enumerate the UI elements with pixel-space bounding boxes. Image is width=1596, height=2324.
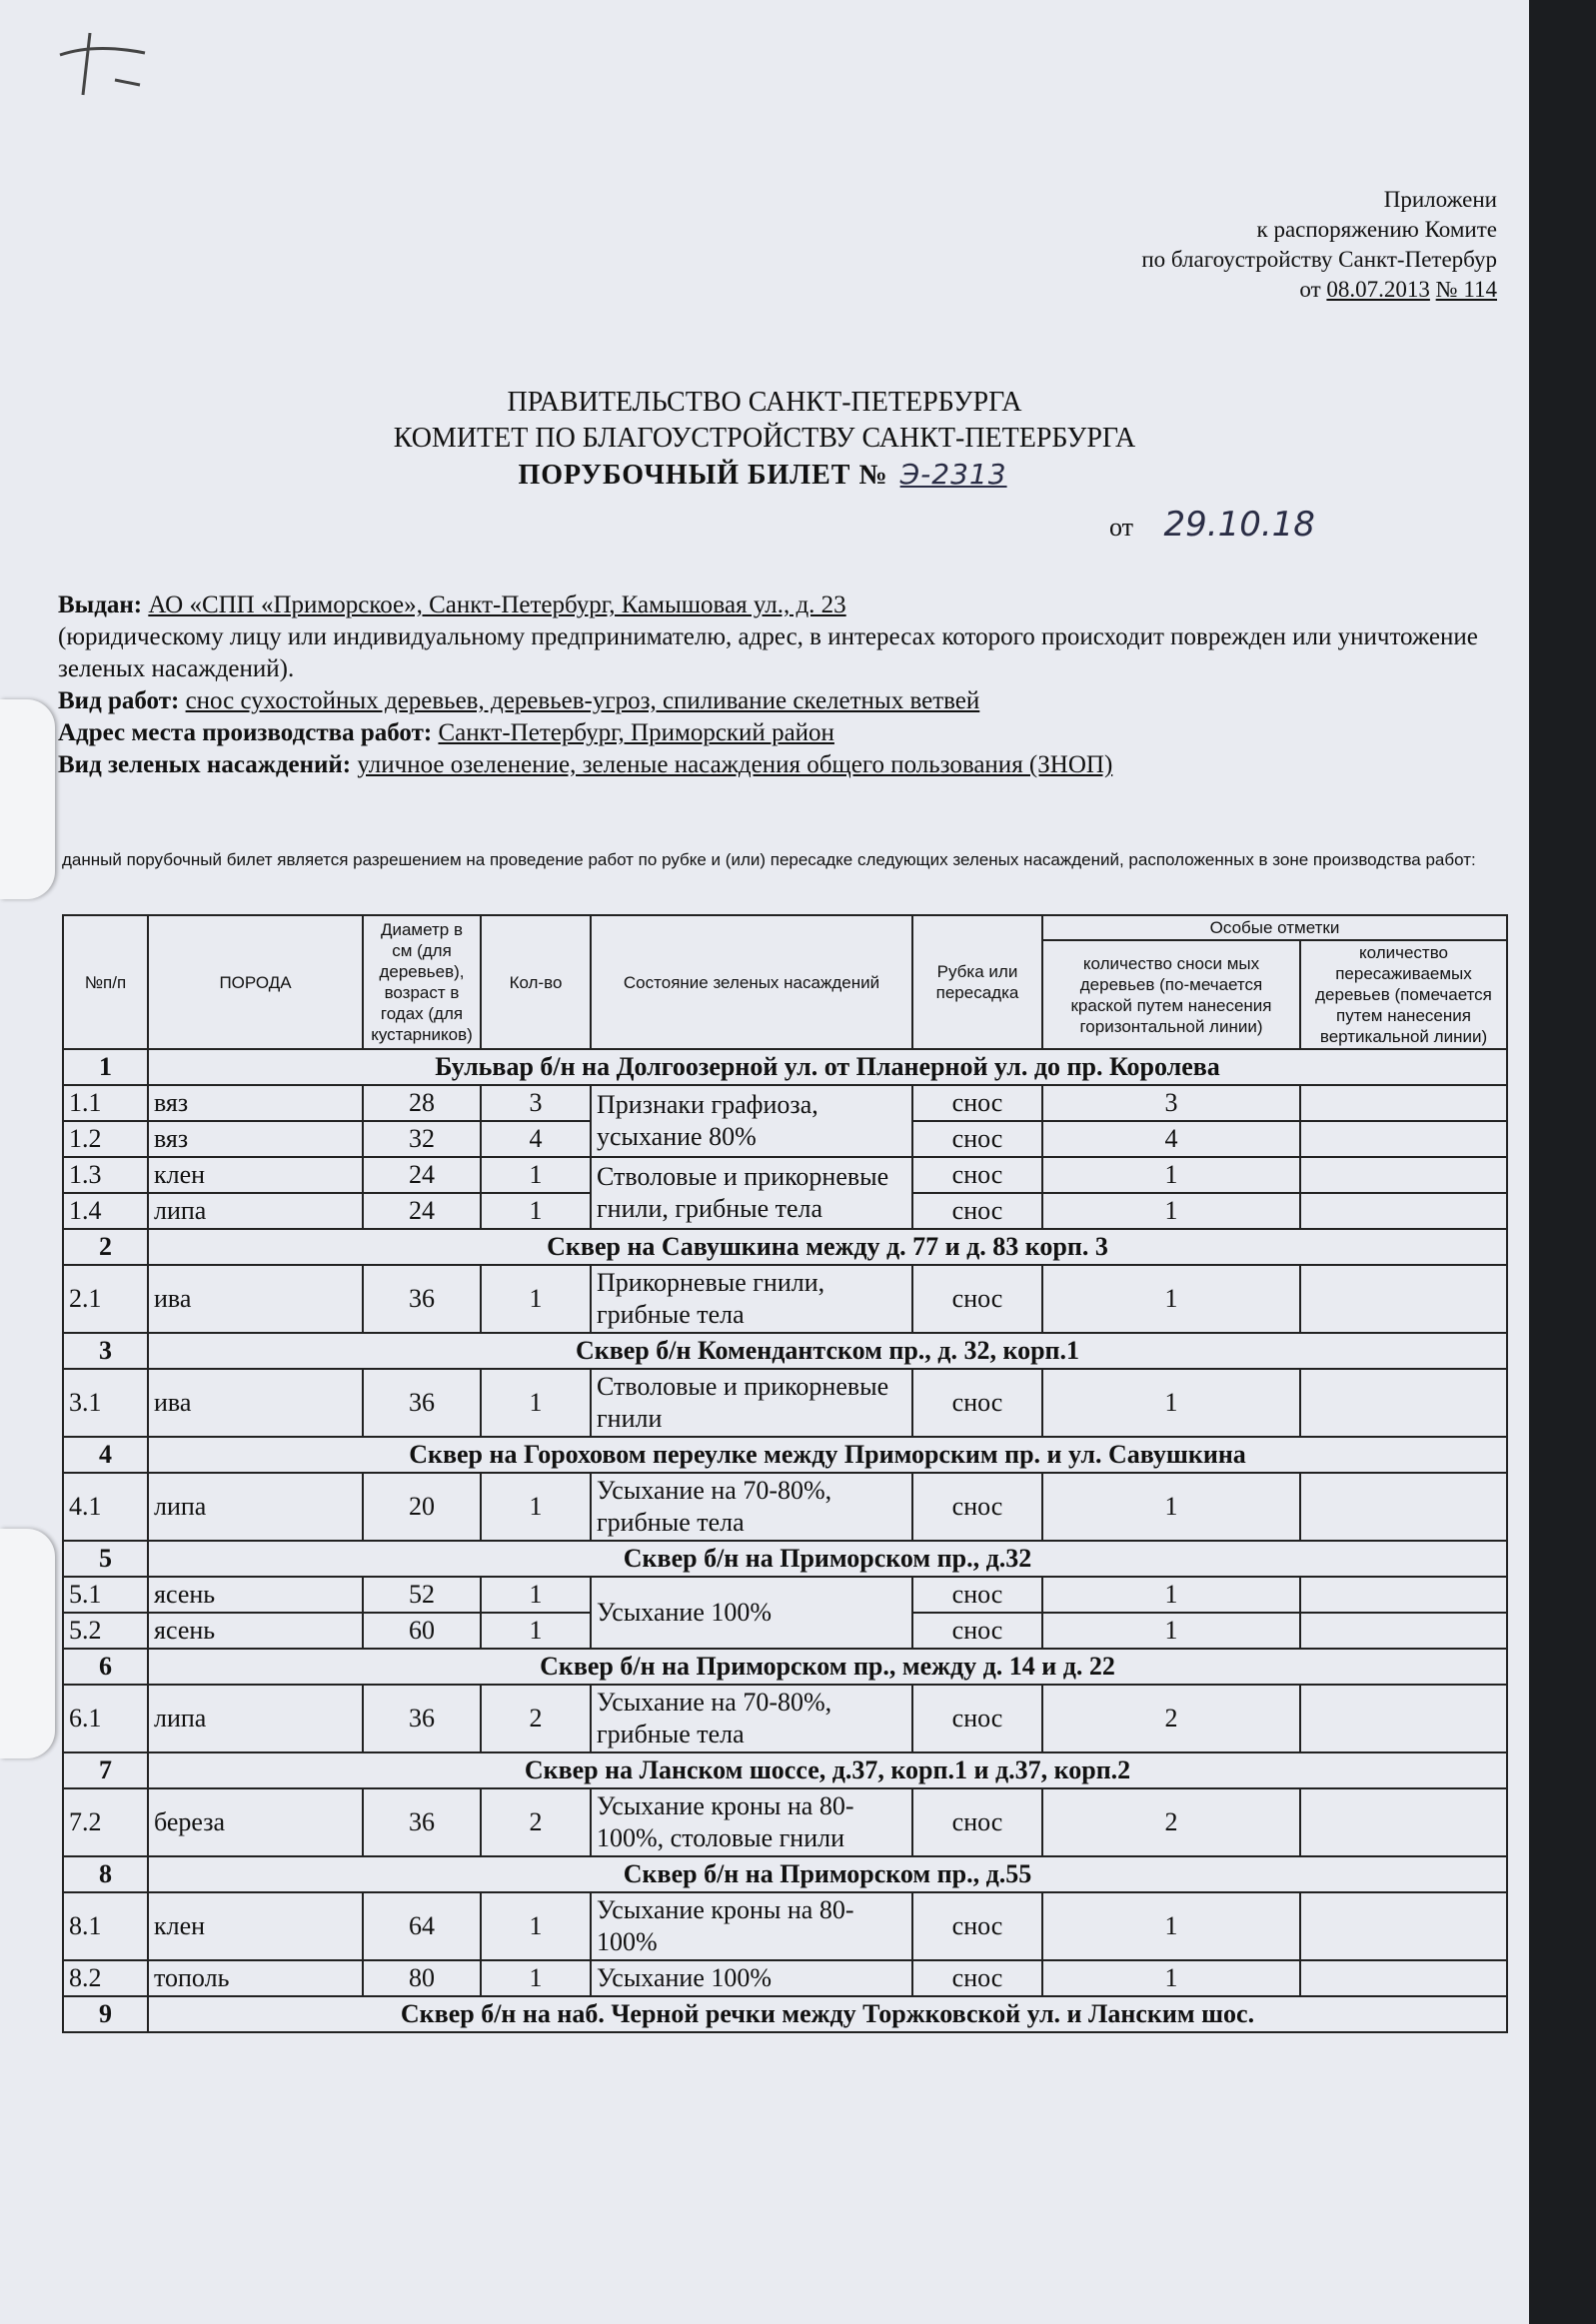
section-row	[63, 1049, 1507, 1085]
row-species: ясень	[148, 1577, 363, 1613]
col-header-action: Рубка или пересадка	[912, 915, 1042, 1049]
row-number: 1.3	[63, 1157, 148, 1193]
section-number: 8	[63, 1856, 148, 1892]
row-number: 5.2	[63, 1613, 148, 1649]
row-action: снос	[912, 1369, 1042, 1437]
row-transplanted	[1300, 1960, 1507, 1996]
appendix-line-4	[897, 275, 1497, 305]
row-quantity: 3	[481, 1085, 591, 1121]
row-species: ива	[148, 1265, 363, 1333]
section-number: 3	[63, 1333, 148, 1369]
row-quantity: 1	[481, 1265, 591, 1333]
section-title: Сквер на Савушкина между д. 77 и д. 83 корп. 3	[148, 1229, 1507, 1265]
issued-note: (юридическому лицу или индивидуальному предпринимателю, адрес, в интересах которого происходит поврежден или уничтожение зеленых насаждений).	[58, 623, 1478, 682]
section-title: Сквер б/н на Приморском пр., между д. 14 и д. 22	[148, 1649, 1507, 1685]
appendix-line-2: к распоряжению Комите	[1256, 217, 1497, 242]
row-action: снос	[912, 1577, 1042, 1613]
table-row	[63, 1369, 1507, 1437]
row-condition: Усыхание 100%	[591, 1960, 912, 1996]
trees-table	[62, 914, 1508, 2033]
section-title: Сквер б/н Комендантском пр., д. 32, корп.1	[148, 1333, 1507, 1369]
row-quantity: 2	[481, 1685, 591, 1752]
row-removed: 2	[1042, 1685, 1300, 1752]
work-value: снос сухостойных деревьев, деревьев-угроз, спиливание скелетных ветвей	[185, 687, 980, 714]
table-header-row	[63, 915, 1507, 940]
row-action: снос	[912, 1193, 1042, 1229]
row-transplanted	[1300, 1085, 1507, 1121]
row-condition: Усыхание кроны на 80-100%, столовые гнили	[591, 1788, 912, 1856]
table-row	[63, 1473, 1507, 1541]
row-removed: 3	[1042, 1085, 1300, 1121]
row-condition: Усыхание кроны на 80-100%	[591, 1892, 912, 1960]
section-title: Сквер б/н на наб. Черной речки между Торжковской ул. и Ланским шос.	[148, 1996, 1507, 2032]
row-species: береза	[148, 1788, 363, 1856]
row-quantity: 1	[481, 1473, 591, 1541]
ticket-title-label: ПОРУБОЧНЫЙ БИЛЕТ №	[518, 460, 888, 491]
section-number: 6	[63, 1649, 148, 1685]
row-removed: 1	[1042, 1892, 1300, 1960]
row-species: клен	[148, 1157, 363, 1193]
row-transplanted	[1300, 1265, 1507, 1333]
row-transplanted	[1300, 1369, 1507, 1437]
ticket-info	[58, 589, 1517, 781]
row-removed: 1	[1042, 1265, 1300, 1333]
section-number: 9	[63, 1996, 148, 2032]
row-transplanted	[1300, 1121, 1507, 1157]
row-diameter: 36	[363, 1265, 481, 1333]
issued-label: Выдан:	[58, 591, 143, 618]
appendix-reference	[897, 185, 1497, 305]
row-quantity: 1	[481, 1157, 591, 1193]
table-row	[63, 1157, 1507, 1193]
section-row	[63, 1856, 1507, 1892]
row-removed: 1	[1042, 1613, 1300, 1649]
intro-text: данный порубочный билет является разрешением на проведение работ по рубке и (или) пересадке следующих зеленых насаждений, расположенных в зоне производства работ:	[62, 850, 1476, 869]
row-removed: 1	[1042, 1577, 1300, 1613]
row-quantity: 2	[481, 1788, 591, 1856]
row-action: снос	[912, 1157, 1042, 1193]
row-action: снос	[912, 1685, 1042, 1752]
row-transplanted	[1300, 1577, 1507, 1613]
row-quantity: 4	[481, 1121, 591, 1157]
address-line	[58, 717, 1517, 749]
row-action: снос	[912, 1788, 1042, 1856]
row-quantity: 1	[481, 1892, 591, 1960]
row-transplanted	[1300, 1157, 1507, 1193]
binder-clip-bottom	[0, 1529, 55, 1758]
section-title: Сквер на Гороховом переулке между Приморским пр. и ул. Савушкина	[148, 1437, 1507, 1473]
row-action: снос	[912, 1613, 1042, 1649]
section-number: 2	[63, 1229, 148, 1265]
section-title: Сквер на Ланском шоссе, д.37, корп.1 и д.37, корп.2	[148, 1752, 1507, 1788]
issued-value: АО «СПП «Приморское», Санкт-Петербург, Камышовая ул., д. 23	[148, 591, 846, 618]
section-row	[63, 1996, 1507, 2032]
table-row	[63, 1960, 1507, 1996]
table-row	[63, 1577, 1507, 1613]
row-diameter: 60	[363, 1613, 481, 1649]
row-number: 3.1	[63, 1369, 148, 1437]
row-diameter: 20	[363, 1473, 481, 1541]
col-header-transplanted: количество пересаживаемых деревьев (помечается путем нанесения вертикальной линии)	[1300, 940, 1507, 1049]
row-quantity: 1	[481, 1613, 591, 1649]
plants-value: уличное озеленение, зеленые насаждения общего пользования (ЗНОП)	[357, 751, 1113, 778]
row-transplanted	[1300, 1473, 1507, 1541]
row-number: 5.1	[63, 1577, 148, 1613]
table-row	[63, 1788, 1507, 1856]
row-diameter: 36	[363, 1788, 481, 1856]
handwritten-mark	[55, 25, 165, 105]
row-number: 6.1	[63, 1685, 148, 1752]
row-number: 7.2	[63, 1788, 148, 1856]
table-row	[63, 1685, 1507, 1752]
row-diameter: 80	[363, 1960, 481, 1996]
col-header-condition: Состояние зеленых насаждений	[591, 915, 912, 1049]
ticket-title	[0, 457, 1529, 494]
row-condition: Признаки графиоза, усыхание 80%	[591, 1085, 912, 1157]
section-number: 1	[63, 1049, 148, 1085]
row-transplanted	[1300, 1685, 1507, 1752]
row-number: 8.1	[63, 1892, 148, 1960]
row-species: липа	[148, 1473, 363, 1541]
row-diameter: 36	[363, 1685, 481, 1752]
appendix-line-3: по благоустройству Санкт-Петербур	[1141, 247, 1497, 272]
row-action: снос	[912, 1265, 1042, 1333]
row-condition: Усыхание на 70-80%, грибные тела	[591, 1473, 912, 1541]
row-transplanted	[1300, 1788, 1507, 1856]
issued-line	[58, 589, 1517, 621]
section-row	[63, 1541, 1507, 1577]
col-header-removed: количество сноси мых деревьев (по-мечается краской путем нанесения горизонтальной линии)	[1042, 940, 1300, 1049]
row-species: липа	[148, 1685, 363, 1752]
row-condition: Стволовые и прикорневые гнили, грибные тела	[591, 1157, 912, 1229]
binder-clip-top	[0, 699, 55, 899]
section-title: Сквер б/н на Приморском пр., д.32	[148, 1541, 1507, 1577]
row-number: 2.1	[63, 1265, 148, 1333]
government-title: ПРАВИТЕЛЬСТВО САНКТ-ПЕТЕРБУРГА	[507, 387, 1022, 418]
row-number: 4.1	[63, 1473, 148, 1541]
row-quantity: 1	[481, 1193, 591, 1229]
row-action: снос	[912, 1085, 1042, 1121]
row-diameter: 64	[363, 1892, 481, 1960]
col-header-num: №п/п	[63, 915, 148, 1049]
row-action: снос	[912, 1960, 1042, 1996]
row-number: 1.4	[63, 1193, 148, 1229]
row-quantity: 1	[481, 1960, 591, 1996]
address-label: Адрес места производства работ:	[58, 719, 433, 746]
row-condition: Усыхание 100%	[591, 1577, 912, 1649]
row-condition: Прикорневые гнили, грибные тела	[591, 1265, 912, 1333]
row-removed: 1	[1042, 1960, 1300, 1996]
work-label: Вид работ:	[58, 687, 180, 714]
row-species: клен	[148, 1892, 363, 1960]
appendix-date-prefix: от	[1299, 277, 1321, 302]
section-title: Бульвар б/н на Долгоозерной ул. от Планерной ул. до пр. Королева	[148, 1049, 1507, 1085]
row-species: ива	[148, 1369, 363, 1437]
committee-title: КОМИТЕТ ПО БЛАГОУСТРОЙСТВУ САНКТ-ПЕТЕРБУРГА	[393, 423, 1136, 454]
section-row	[63, 1752, 1507, 1788]
appendix-line-1: Приложени	[1383, 187, 1497, 212]
row-removed: 1	[1042, 1369, 1300, 1437]
work-line	[58, 685, 1517, 717]
section-row	[63, 1649, 1507, 1685]
section-title: Сквер б/н на Приморском пр., д.55	[148, 1856, 1507, 1892]
row-species: вяз	[148, 1085, 363, 1121]
row-diameter: 52	[363, 1577, 481, 1613]
ticket-date	[1109, 505, 1315, 545]
row-diameter: 28	[363, 1085, 481, 1121]
section-row	[63, 1229, 1507, 1265]
row-transplanted	[1300, 1613, 1507, 1649]
row-action: снос	[912, 1121, 1042, 1157]
row-removed: 1	[1042, 1193, 1300, 1229]
row-species: липа	[148, 1193, 363, 1229]
table-row	[63, 1265, 1507, 1333]
col-header-qty: Кол-во	[481, 915, 591, 1049]
plants-line	[58, 749, 1517, 781]
row-removed: 2	[1042, 1788, 1300, 1856]
row-quantity: 1	[481, 1577, 591, 1613]
row-diameter: 24	[363, 1157, 481, 1193]
col-header-special: Особые отметки	[1042, 915, 1507, 940]
row-condition: Усыхание на 70-80%, грибные тела	[591, 1685, 912, 1752]
row-removed: 4	[1042, 1121, 1300, 1157]
row-removed: 1	[1042, 1157, 1300, 1193]
row-transplanted	[1300, 1193, 1507, 1229]
row-action: снос	[912, 1892, 1042, 1960]
address-value: Санкт-Петербург, Приморский район	[438, 719, 834, 746]
row-species: вяз	[148, 1121, 363, 1157]
col-header-diameter: Диаметр в см (для деревьев), возраст в годах (для кустарников)	[363, 915, 481, 1049]
row-removed: 1	[1042, 1473, 1300, 1541]
row-diameter: 36	[363, 1369, 481, 1437]
ticket-date-label: от	[1109, 513, 1134, 542]
row-transplanted	[1300, 1892, 1507, 1960]
section-number: 5	[63, 1541, 148, 1577]
section-number: 7	[63, 1752, 148, 1788]
row-number: 1.2	[63, 1121, 148, 1157]
section-number: 4	[63, 1437, 148, 1473]
appendix-date: 08.07.2013	[1326, 277, 1430, 302]
document-heading	[0, 385, 1529, 494]
row-species: тополь	[148, 1960, 363, 1996]
table-row	[63, 1085, 1507, 1121]
appendix-number: № 114	[1435, 277, 1497, 302]
row-number: 1.1	[63, 1085, 148, 1121]
row-condition: Стволовые и прикорневые гнили	[591, 1369, 912, 1437]
col-header-species: ПОРОДА	[148, 915, 363, 1049]
table-row	[63, 1892, 1507, 1960]
ticket-number: Э-2313	[899, 458, 1007, 491]
section-row	[63, 1333, 1507, 1369]
row-action: снос	[912, 1473, 1042, 1541]
row-species: ясень	[148, 1613, 363, 1649]
plants-label: Вид зеленых насаждений:	[58, 751, 352, 778]
ticket-date-value: 29.10.18	[1163, 505, 1315, 545]
row-diameter: 24	[363, 1193, 481, 1229]
row-quantity: 1	[481, 1369, 591, 1437]
row-diameter: 32	[363, 1121, 481, 1157]
row-number: 8.2	[63, 1960, 148, 1996]
section-row	[63, 1437, 1507, 1473]
